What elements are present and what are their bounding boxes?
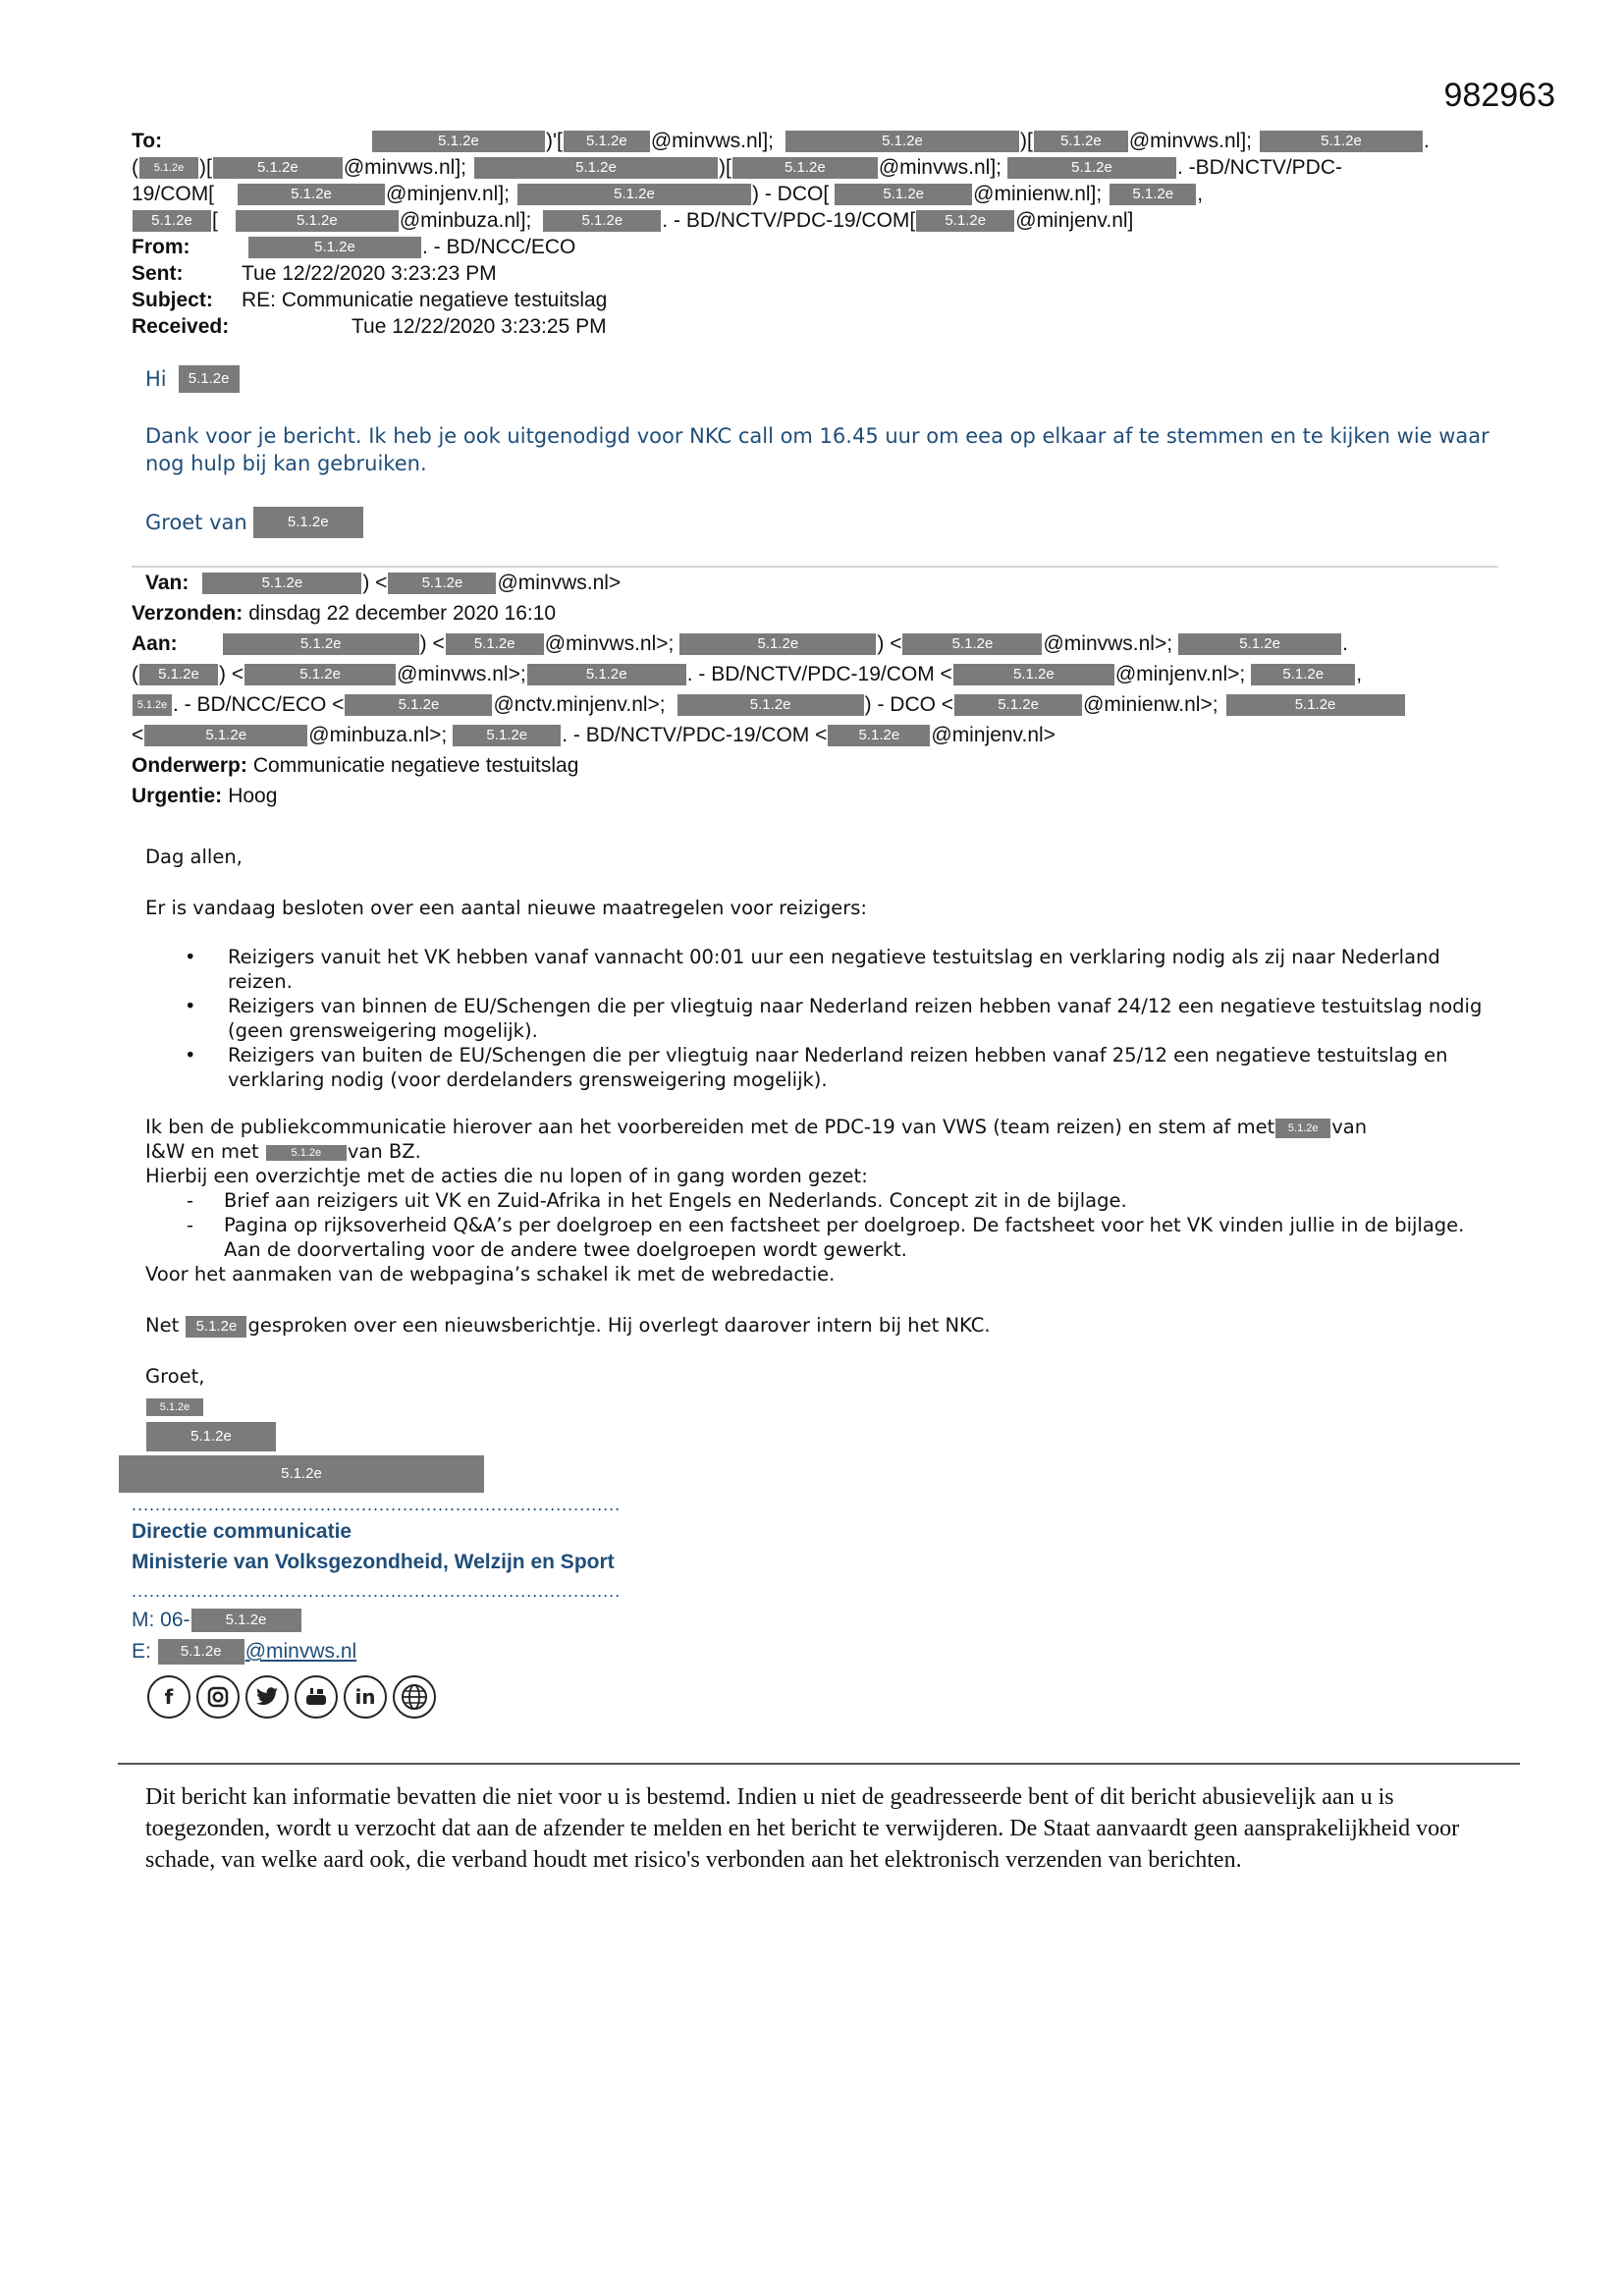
- urgentie-row: [132, 781, 1496, 811]
- redaction: 5.1.2e: [372, 131, 545, 152]
- redaction: 5.1.2e: [1034, 131, 1128, 152]
- reply-body: Dank voor je bericht. Ik heb je ook uitgenodigd voor NKC call om 16.45 uur om eea op elkaar af te stemmen en te kijken wie waar nog hulp bij kan gebruiken.: [145, 424, 1489, 475]
- redaction: 5.1.2e: [345, 694, 492, 716]
- redaction: 5.1.2e: [1110, 184, 1196, 205]
- aan-line-3: [132, 689, 1496, 720]
- redaction: 5.1.2e: [146, 1422, 276, 1451]
- aan-text: . - BD/NCTV/PDC-19/COM <: [686, 663, 952, 685]
- redaction: 5.1.2e: [785, 131, 1019, 152]
- para-text: I&W en met: [145, 1140, 259, 1163]
- message-para-3: Voor het aanmaken van de webpagina’s schakel ik met de webredactie.: [145, 1263, 836, 1285]
- list-item: [145, 1043, 1500, 1092]
- to-line-2: [132, 154, 1487, 181]
- signature-divider: ...................................................................................: [132, 1581, 622, 1601]
- list-item-text: Pagina op rijksoverheid Q&A’s per doelgroep en een factsheet per doelgroep. De factsheet voor het VK vinden jullie in de bijlage. Aan de doorvertaling voor de andere twee doelgroepen wordt gewerkt.: [224, 1214, 1465, 1261]
- received-value: Tue 12/22/2020 3:23:25 PM: [352, 315, 607, 338]
- phone-prefix: 06-: [160, 1609, 190, 1631]
- message-body: [145, 845, 1500, 1389]
- message-para-1: [145, 1115, 1500, 1164]
- redaction: 5.1.2e: [236, 210, 399, 232]
- onderwerp-row: [132, 750, 1496, 781]
- van-label: Van:: [145, 572, 189, 594]
- list-item-text: Reizigers van buiten de EU/Schengen die per vliegtuig naar Nederland reizen hebben vanaf 25/12 een negatieve testuitslag en verklaring nodig (voor derdelanders grensweigering mogelijk).: [228, 1044, 1448, 1091]
- redaction: 5.1.2e: [527, 664, 686, 685]
- aan-text: ) <: [219, 663, 244, 685]
- dash: -: [187, 1189, 194, 1212]
- redaction: 5.1.2e: [253, 507, 363, 538]
- aan-text: @minjenv.nl>: [931, 724, 1056, 746]
- to-line-4: [132, 207, 1487, 234]
- aan-label: Aan:: [132, 632, 178, 655]
- verzonden-value: dinsdag 22 december 2020 16:10: [248, 602, 557, 625]
- message-para-4: [145, 1313, 1500, 1338]
- redaction: 5.1.2e: [139, 157, 198, 179]
- redaction: 5.1.2e: [158, 1639, 244, 1665]
- globe-icon[interactable]: [393, 1675, 436, 1719]
- reply-greeting: [145, 365, 241, 393]
- redaction: 5.1.2e: [446, 633, 544, 655]
- onderwerp-value: Communicatie negatieve testuitslag: [252, 754, 579, 777]
- redaction: 5.1.2e: [133, 210, 211, 232]
- sent-row: [132, 260, 1487, 287]
- list-item-text: Reizigers van binnen de EU/Schengen die per vliegtuig naar Nederland reizen hebben vanaf 24/12 een negatieve testuitslag nodig (geen grensweigering mogelijk).: [228, 995, 1483, 1042]
- para-text: Net: [145, 1314, 180, 1337]
- forwarded-header: [132, 568, 1496, 811]
- list-item-text: Brief aan reizigers uit VK en Zuid-Afrika in het Engels en Nederlands. Concept zit in de bijlage.: [224, 1189, 1127, 1212]
- redaction: 5.1.2e: [146, 1398, 203, 1416]
- actions-list: [145, 1188, 1500, 1262]
- hi-text: Hi: [145, 367, 167, 391]
- signature-phone: [132, 1605, 621, 1636]
- redaction: 5.1.2e: [916, 210, 1014, 232]
- facebook-icon[interactable]: f: [147, 1675, 190, 1719]
- email-link[interactable]: @minvws.nl: [244, 1640, 357, 1663]
- social-icons: [147, 1675, 436, 1719]
- reply-signoff: [145, 507, 364, 538]
- to-text: @minvws.nl];: [1128, 130, 1253, 152]
- signature-block: [132, 1497, 621, 1667]
- message-intro: Er is vandaag besloten over een aantal nieuwe maatregelen voor reizigers:: [145, 897, 867, 919]
- twitter-icon[interactable]: [245, 1675, 289, 1719]
- redaction: 5.1.2e: [139, 664, 218, 685]
- para-text: Ik ben de publiekcommunicatie hierover aan het voorbereiden met de PDC-19 van VWS (team reizen) en stem af met: [145, 1116, 1275, 1138]
- disclaimer-text: Dit bericht kan informatie bevatten die niet voor u is bestemd. Indien u niet de geadresseerde bent of dit bericht abusievelijk aan u is toegezonden, wordt u verzocht dat aan de afzender te melden en het bericht te verwijderen. De Staat aanvaardt geen aansprakelijkheid voor schade, van welke aard ook, die verband houdt met risico's verbonden aan het elektronisch verzenden van berichten.: [145, 1784, 1460, 1873]
- bullet: •: [185, 995, 196, 1017]
- dash: -: [187, 1214, 194, 1236]
- aan-text: <: [132, 724, 144, 746]
- message-greeting: Dag allen,: [145, 846, 243, 868]
- redaction: 5.1.2e: [1251, 664, 1355, 685]
- signature-email: [132, 1636, 621, 1667]
- redaction: 5.1.2e: [186, 1316, 246, 1338]
- to-text: ,: [1197, 183, 1204, 205]
- to-text: (: [132, 156, 138, 179]
- aan-line-1: [132, 629, 1496, 659]
- to-text: [: [212, 209, 218, 232]
- redaction: 5.1.2e: [954, 694, 1082, 716]
- to-line-3: [132, 181, 1487, 207]
- bullet: •: [185, 946, 196, 968]
- to-text: ) - DCO[: [752, 183, 830, 205]
- to-text: )[: [199, 156, 212, 179]
- to-text: @minbuza.nl];: [399, 209, 532, 232]
- to-text: .: [1424, 130, 1430, 152]
- bullet: •: [185, 1044, 196, 1066]
- aan-text: . - BD/NCTV/PDC-19/COM <: [562, 724, 828, 746]
- redaction: 5.1.2e: [144, 725, 307, 746]
- urgentie-label: Urgentie:: [132, 785, 223, 807]
- onderwerp-label: Onderwerp:: [132, 754, 247, 777]
- aan-text: ) <: [877, 632, 902, 655]
- to-text: )[: [719, 156, 731, 179]
- redaction: 5.1.2e: [677, 694, 864, 716]
- redaction: 5.1.2e: [543, 210, 661, 232]
- redaction: 5.1.2e: [244, 664, 396, 685]
- to-text: . -BD/NCTV/PDC-: [1177, 156, 1342, 179]
- message-closing: Groet,: [145, 1365, 205, 1388]
- redaction: 5.1.2e: [1226, 694, 1405, 716]
- to-text: @minjenv.nl]: [1015, 209, 1134, 232]
- redaction: 5.1.2e: [835, 184, 972, 205]
- aan-text: @nctv.minjenv.nl>;: [493, 693, 666, 716]
- aan-text: @minienw.nl>;: [1083, 693, 1218, 716]
- aan-text: @minjenv.nl>;: [1114, 663, 1246, 685]
- aan-text: @minvws.nl>;: [397, 663, 526, 685]
- redaction: 5.1.2e: [1275, 1119, 1330, 1138]
- groet-text: Groet van: [145, 511, 247, 534]
- subject-value: RE: Communicatie negatieve testuitslag: [242, 289, 608, 311]
- redaction: 5.1.2e: [679, 633, 876, 655]
- received-label: Received:: [132, 315, 230, 338]
- email-header: [132, 128, 1487, 340]
- aan-text: ) - DCO <: [864, 693, 954, 716]
- redaction: 5.1.2e: [902, 633, 1042, 655]
- email-label: E:: [132, 1640, 151, 1663]
- to-text: . - BD/NCTV/PDC-19/COM[: [662, 209, 916, 232]
- to-text: @minjenv.nl];: [386, 183, 511, 205]
- aan-text: @minbuza.nl>;: [308, 724, 448, 746]
- van-row: [132, 568, 1496, 598]
- van-text: @minvws.nl>: [497, 572, 622, 594]
- subject-row: [132, 287, 1487, 313]
- received-row: [132, 313, 1487, 340]
- aan-text: @minvws.nl>;: [544, 632, 675, 655]
- to-line-1: [132, 128, 1487, 154]
- aan-text: . - BD/NCC/ECO <: [173, 693, 345, 716]
- message-para-2: Hierbij een overzichtje met de acties die nu lopen of in gang worden gezet:: [145, 1165, 868, 1187]
- redaction: 5.1.2e: [453, 725, 561, 746]
- verzonden-row: [132, 598, 1496, 629]
- redaction: 5.1.2e: [238, 184, 385, 205]
- youtube-icon[interactable]: [295, 1675, 338, 1719]
- redaction: 5.1.2e: [119, 1455, 484, 1493]
- signature-divider: ...................................................................................: [132, 1495, 622, 1514]
- list-item: [145, 1213, 1500, 1262]
- redaction: 5.1.2e: [133, 694, 172, 716]
- signature-ministry: Ministerie van Volksgezondheid, Welzijn en Sport: [132, 1551, 615, 1573]
- redaction: 5.1.2e: [1260, 131, 1423, 152]
- to-text: 19/COM[: [132, 183, 215, 205]
- redaction: 5.1.2e: [1007, 157, 1176, 179]
- list-item-text: Reizigers vanuit het VK hebben vanaf vannacht 00:01 uur een negatieve testuitslag en verklaring nodig als zij naar Nederland reizen.: [228, 946, 1440, 993]
- list-item: [145, 1188, 1500, 1213]
- redaction: 5.1.2e: [474, 157, 718, 179]
- urgentie-value: Hoog: [228, 785, 278, 807]
- redaction: 5.1.2e: [1178, 633, 1341, 655]
- to-label: To:: [132, 130, 163, 152]
- from-row: [132, 234, 1487, 260]
- list-item: [145, 994, 1500, 1043]
- redaction: 5.1.2e: [179, 365, 240, 393]
- to-text: @minvws.nl];: [650, 130, 775, 152]
- redaction: 5.1.2e: [202, 573, 361, 594]
- redaction: 5.1.2e: [732, 157, 878, 179]
- subject-label: Subject:: [132, 289, 213, 311]
- redaction: 5.1.2e: [388, 573, 496, 594]
- instagram-icon[interactable]: [196, 1675, 240, 1719]
- redaction: 5.1.2e: [213, 157, 343, 179]
- list-item: [145, 945, 1500, 994]
- aan-text: (: [132, 663, 138, 685]
- sent-label: Sent:: [132, 262, 184, 285]
- disclaimer-rule: [118, 1763, 1520, 1765]
- redaction: 5.1.2e: [828, 725, 930, 746]
- to-text: )'[: [546, 130, 563, 152]
- redaction: 5.1.2e: [564, 131, 650, 152]
- aan-text: .: [1342, 632, 1348, 655]
- from-value: . - BD/NCC/ECO: [422, 236, 576, 258]
- signature-department: Directie communicatie: [132, 1520, 352, 1543]
- document-number: 982963: [1443, 77, 1555, 114]
- to-text: @minienw.nl];: [973, 183, 1103, 205]
- redaction: 5.1.2e: [248, 237, 421, 258]
- aan-text: ,: [1356, 663, 1363, 685]
- measures-list: [145, 945, 1500, 1092]
- to-text: )[: [1020, 130, 1033, 152]
- aan-text: @minvws.nl>;: [1043, 632, 1173, 655]
- aan-line-4: [132, 720, 1496, 750]
- phone-label: M:: [132, 1609, 155, 1631]
- redaction: 5.1.2e: [266, 1145, 347, 1161]
- to-text: @minvws.nl];: [343, 156, 466, 179]
- aan-line-2: [132, 659, 1496, 689]
- redaction: 5.1.2e: [191, 1609, 301, 1632]
- redaction: 5.1.2e: [953, 664, 1114, 685]
- redaction: 5.1.2e: [517, 184, 751, 205]
- from-label: From:: [132, 236, 190, 258]
- para-text: van BZ.: [347, 1140, 421, 1163]
- verzonden-label: Verzonden:: [132, 602, 244, 625]
- to-text: @minvws.nl];: [878, 156, 1001, 179]
- para-text: gesproken over een nieuwsberichtje. Hij overlegt daarover intern bij het NKC.: [247, 1314, 991, 1337]
- van-text: ) <: [362, 572, 388, 594]
- sent-value: Tue 12/22/2020 3:23:23 PM: [242, 262, 497, 285]
- para-text: van: [1331, 1116, 1368, 1138]
- linkedin-icon[interactable]: in: [344, 1675, 387, 1719]
- redaction: 5.1.2e: [223, 633, 419, 655]
- aan-text: ) <: [419, 632, 445, 655]
